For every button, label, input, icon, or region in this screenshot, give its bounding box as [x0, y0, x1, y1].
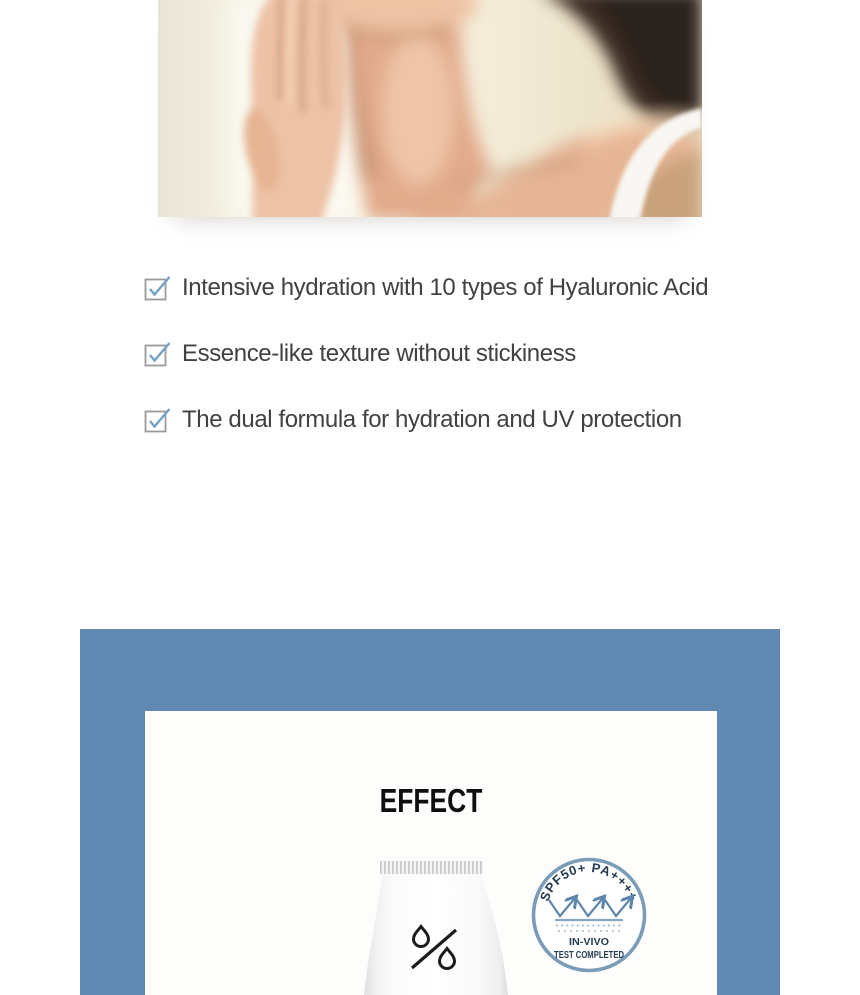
feature-text: Intensive hydration with 10 types of Hyaluronic Acid — [182, 274, 709, 301]
badge-line1: IN-VIVO — [569, 936, 609, 948]
badge-line2: TEST COMPLETED — [554, 949, 625, 961]
tube-body — [364, 874, 508, 995]
feature-text: Essence-like texture without stickiness — [182, 340, 576, 367]
badge-arc-text: SPF50+ PA++++ — [536, 859, 642, 904]
feature-item — [144, 274, 708, 302]
feature-item — [144, 406, 682, 434]
checkbox-check-icon — [144, 275, 171, 302]
model-photo-illustration — [158, 0, 702, 217]
effect-card — [145, 711, 717, 995]
checkbox-check-icon — [144, 407, 171, 434]
effect-panel — [80, 629, 780, 995]
feature-text: The dual formula for hydration and UV protection — [182, 406, 682, 433]
hero-photo — [158, 0, 702, 217]
feature-item — [144, 340, 576, 368]
suncream-tube — [360, 855, 520, 995]
spf-test-badge — [529, 855, 649, 975]
tube-crimp-seal — [380, 861, 483, 874]
effect-title: EFFECT — [379, 782, 483, 819]
checkbox-check-icon — [144, 341, 171, 368]
